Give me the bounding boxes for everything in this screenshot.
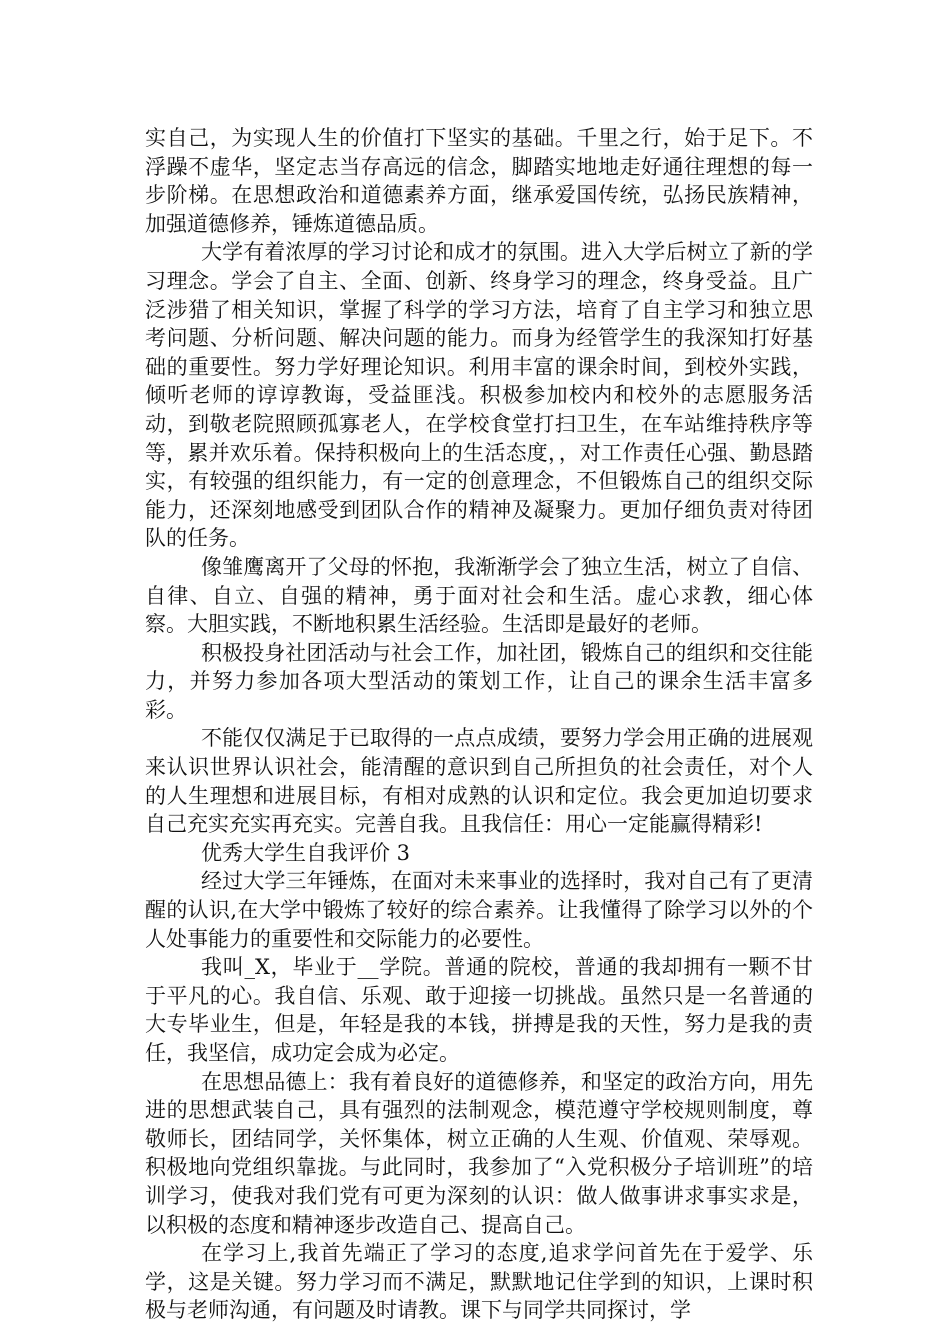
paragraph-7: 我叫_X，毕业于__学院。普通的院校，普通的我却拥有一颗不甘于平凡的心。我自信、乐观、敢于迎接一切挑战。虽然只是一名普通的大专毕业生，但是，年轻是我的本钱，拼搏是我的天性，努力是我的责任，我坚信，成功定会成为必定。 — [145, 955, 813, 1065]
paragraph-5: 不能仅仅满足于已取得的一点点成绩，要努力学会用正确的进展观来认识世界认识社会，能清醒的意识到自己所担负的社会责任，对个人的人生理想和进展目标，有相对成熟的认识和定位。我会更加迫切要求自己充实充实再充实。完善自我。且我信任：用心一定能赢得精彩! — [145, 726, 813, 837]
paragraph-6: 经过大学三年锤炼，在面对未来事业的选择时，我对自己有了更清醒的认识,在大学中锻炼了较好的综合素养。让我懂得了除学习以外的个人处事能力的重要性和交际能力的必要性。 — [145, 869, 813, 951]
section-heading: 优秀大学生自我评价 3 — [201, 840, 411, 865]
document-body — [145, 124, 813, 1325]
paragraph-1: 实自己，为实现人生的价值打下坚实的基础。千里之行，始于足下。不浮躁不虚华，坚定志当存高远的信念，脚踏实地地走好通往理想的每一步阶梯。在思想政治和道德素养方面，继承爱国传统，弘扬民族精神，加强道德修养，锤炼道德品质。 — [145, 126, 813, 236]
paragraph-4: 积极投身社团活动与社会工作，加社团，锻炼自己的组织和交往能力，并努力参加各项大型活动的策划工作，让自己的课余生活丰富多彩。 — [145, 640, 813, 722]
paragraph-3: 像雏鹰离开了父母的怀抱，我渐渐学会了独立生活，树立了自信、自律、自立、自强的精神，勇于面对社会和生活。虚心求教，细心体察。大胆实践，不断地积累生活经验。生活即是最好的老师。 — [145, 554, 813, 637]
paragraph-8: 在思想品德上：我有着良好的道德修养，和坚定的政治方向，用先进的思想武装自己，具有强烈的法制观念，模范遵守学校规则制度，尊敬师长，团结同学，关怀集体，树立正确的人生观、价值观、荣辱观。积极地向党组织靠拢。与此同时，我参加了“入党积极分子培训班”的培训学习，使我对我们党有可更为深刻的认识：做人做事讲求事实求是，以积极的态度和精神逐步改造自己、提高自己。 — [145, 1069, 813, 1237]
paragraph-9: 在学习上,我首先端正了学习的态度,追求学问首先在于爱学、乐学，这是关键。努力学习而不满足，默默地记住学到的知识，上课时积极与老师沟通，有问题及时请教。课下与同学共同探讨，学 — [145, 1241, 813, 1323]
paragraph-2: 大学有着浓厚的学习讨论和成才的氛围。进入大学后树立了新的学习理念。学会了自主、全面、创新、终身学习的理念，终身受益。且广泛涉猎了相关知识，掌握了科学的学习方法，培育了自主学习和独立思考问题、分析问题、解决问题的能力。而身为经管学生的我深知打好基础的重要性。努力学好理论知识。利用丰富的课余时间，到校外实践，倾听老师的谆谆教诲，受益匪浅。积极参加校内和校外的志愿服务活动，到敬老院照顾孤寡老人，在学校食堂打扫卫生，在车站维持秩序等等，累并欢乐着。保持积极向上的生活态度，，对工作责任心强、勤恳踏实，有较强的组织能力，有一定的创意理念，不但锻炼自己的组织交际能力，还深刻地感受到团队合作的精神及凝聚力。更加仔细负责对待团队的任务。 — [145, 240, 813, 551]
